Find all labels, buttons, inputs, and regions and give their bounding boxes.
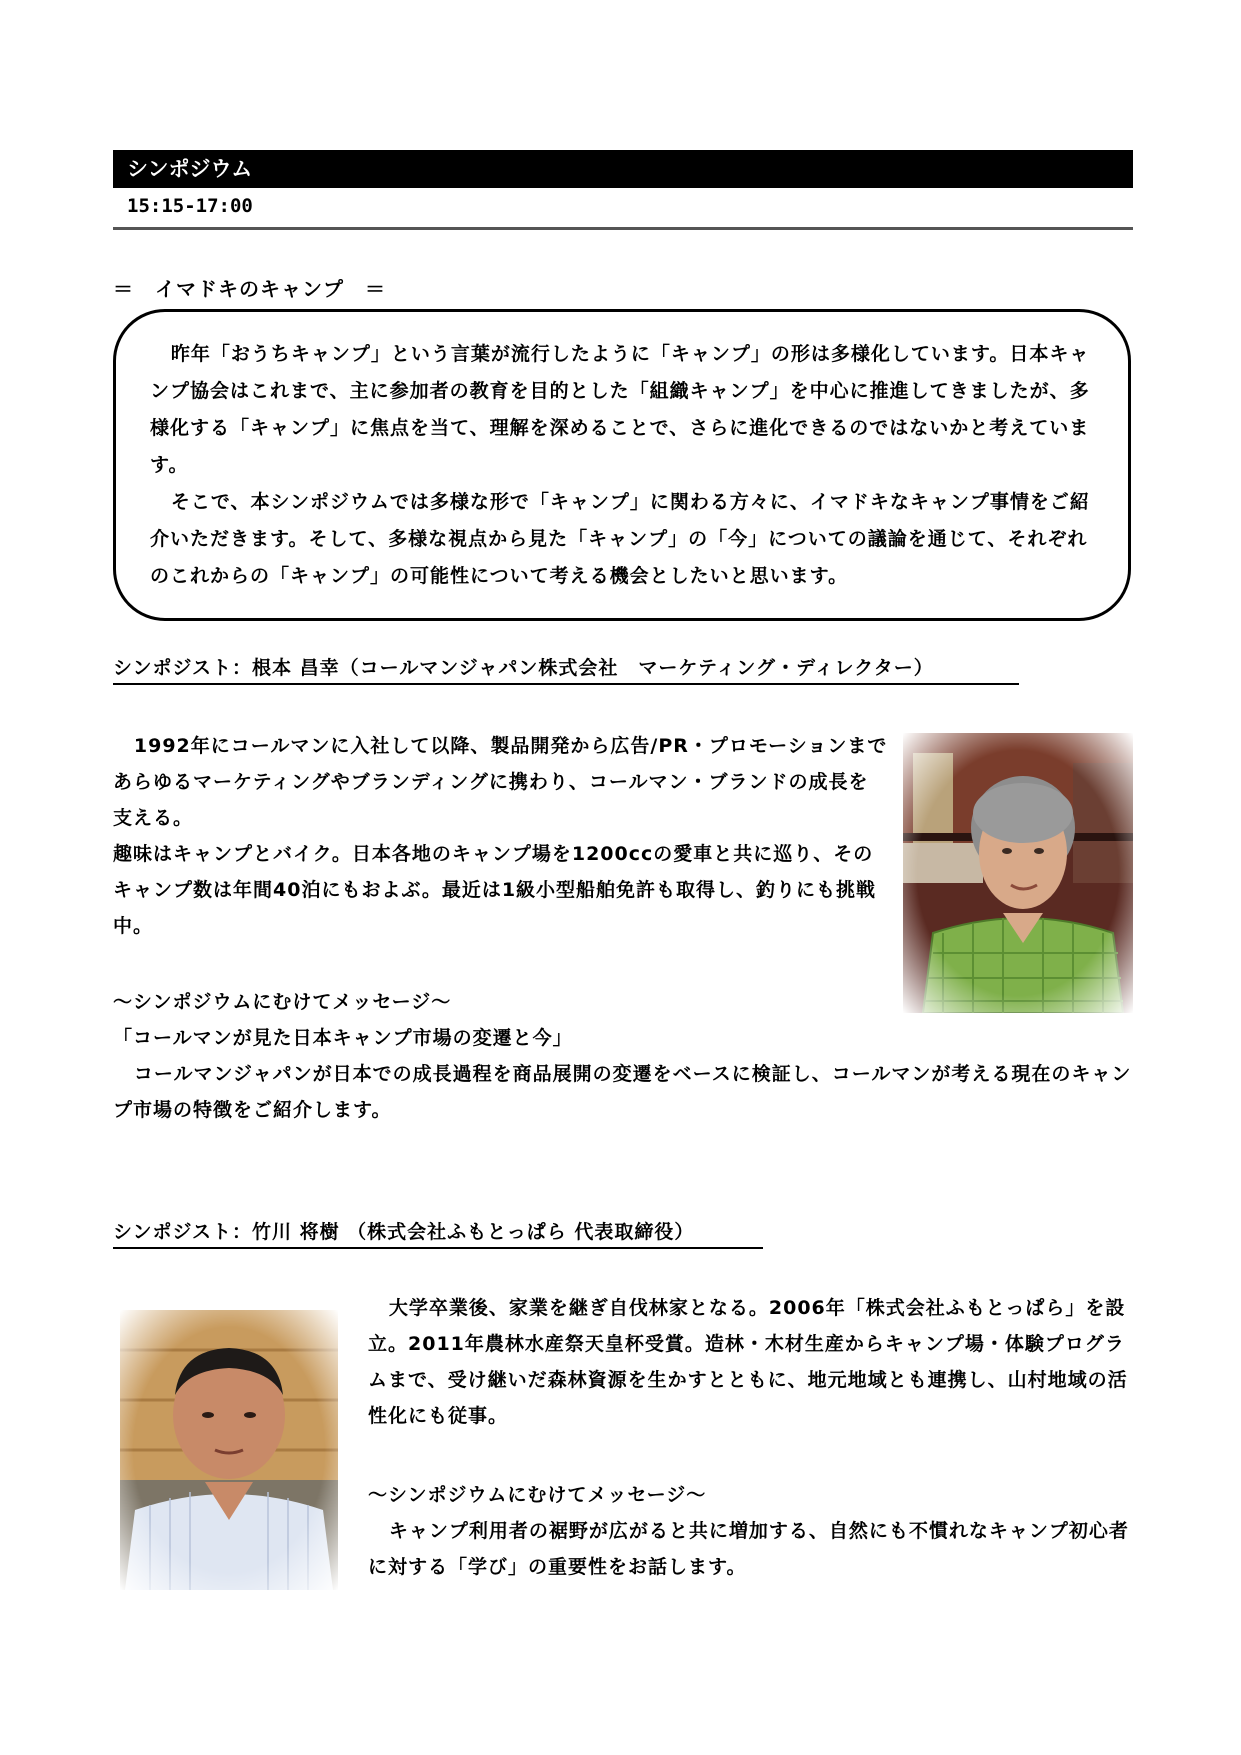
panelist2-bio-text: 大学卒業後、家業を継ぎ自伐林家となる。2006年「株式会社ふもとっぱら」を設立。2011年農林水産祭天皇杯受賞。造林・木材生産からキャンプ場・体験プログラムまで、受け継いだ森林資源を生かすとともに、地元地域とも連携し、山村地域の活性化にも従事。 <box>368 1297 1128 1427</box>
panelist1-photo <box>903 733 1133 1013</box>
intro-paragraph-2: そこで、本シンポジウムでは多様な形で「キャンプ」に関わる方々に、イマドキなキャンプ事情をご紹介いただきます。そして、多様な視点から見た「キャンプ」の「今」についての議論を通じて、それぞれのこれからの「キャンプ」の可能性について考える機会としたいと思います。 <box>150 491 1090 587</box>
section-header-title: シンポジウム <box>127 157 253 181</box>
panelist2-message-body: キャンプ利用者の裾野が広がると共に増加する、自然にも不慣れなキャンプ初心者に対する「学び」の重要性をお話します。 <box>368 1520 1129 1578</box>
panelist2-message-heading: ～シンポジウムにむけてメッセージ～ <box>368 1484 707 1506</box>
panelist2-photo <box>120 1310 338 1590</box>
panelist1-bio-career: 1992年にコールマンに入社して以降、製品開発から広告/PR・プロモーションまであらゆるマーケティングやブランディングに携わり、コールマン・ブランドの成長を支える。 <box>113 735 888 829</box>
panelist1-message-body: コールマンジャパンが日本での成長過程を商品展開の変遷をベースに検証し、コールマンが考える現在のキャンプ市場の特徴をご紹介します。 <box>113 1063 1132 1121</box>
panelist2-message <box>368 1477 1136 1585</box>
panelist2-title: シンポジスト：竹川 将樹 （株式会社ふもとっぱら 代表取締役） <box>113 1217 763 1249</box>
panelist1-message <box>113 984 1135 1128</box>
panelist1-message-title: 「コールマンが見た日本キャンプ市場の変遷と今」 <box>113 1027 573 1049</box>
panelist2-portrait-image <box>120 1310 338 1590</box>
header-divider <box>113 227 1133 230</box>
theme-title: ＝ イマドキのキャンプ ＝ <box>113 277 386 301</box>
panelist2-bio <box>368 1290 1136 1434</box>
session-time: 15:15-17:00 <box>127 195 253 217</box>
panelist1-bio-hobby: 趣味はキャンプとバイク。日本各地のキャンプ場を1200ccの愛車と共に巡り、そのキャンプ数は年間40泊にもおよぶ。最近は1級小型船舶免許も取得し、釣りにも挑戦中。 <box>113 843 877 937</box>
intro-paragraph-1: 昨年「おうちキャンプ」という言葉が流行したように「キャンプ」の形は多様化しています。日本キャンプ協会はこれまで、主に参加者の教育を目的とした「組織キャンプ」を中心に推進してきましたが、多様化する「キャンプ」に焦点を当て、理解を深めることで、さらに進化できるのではないかと考えています。 <box>150 343 1090 476</box>
panelist1-message-heading: ～シンポジウムにむけてメッセージ～ <box>113 991 452 1013</box>
intro-box <box>113 309 1131 621</box>
panelist1-title: シンポジスト：根本 昌幸（コールマンジャパン株式会社 マーケティング・ディレクター） <box>113 653 1019 685</box>
panelist1-bio <box>113 728 888 944</box>
panelist1-portrait-image <box>903 733 1133 1013</box>
section-header-bar <box>113 150 1133 188</box>
